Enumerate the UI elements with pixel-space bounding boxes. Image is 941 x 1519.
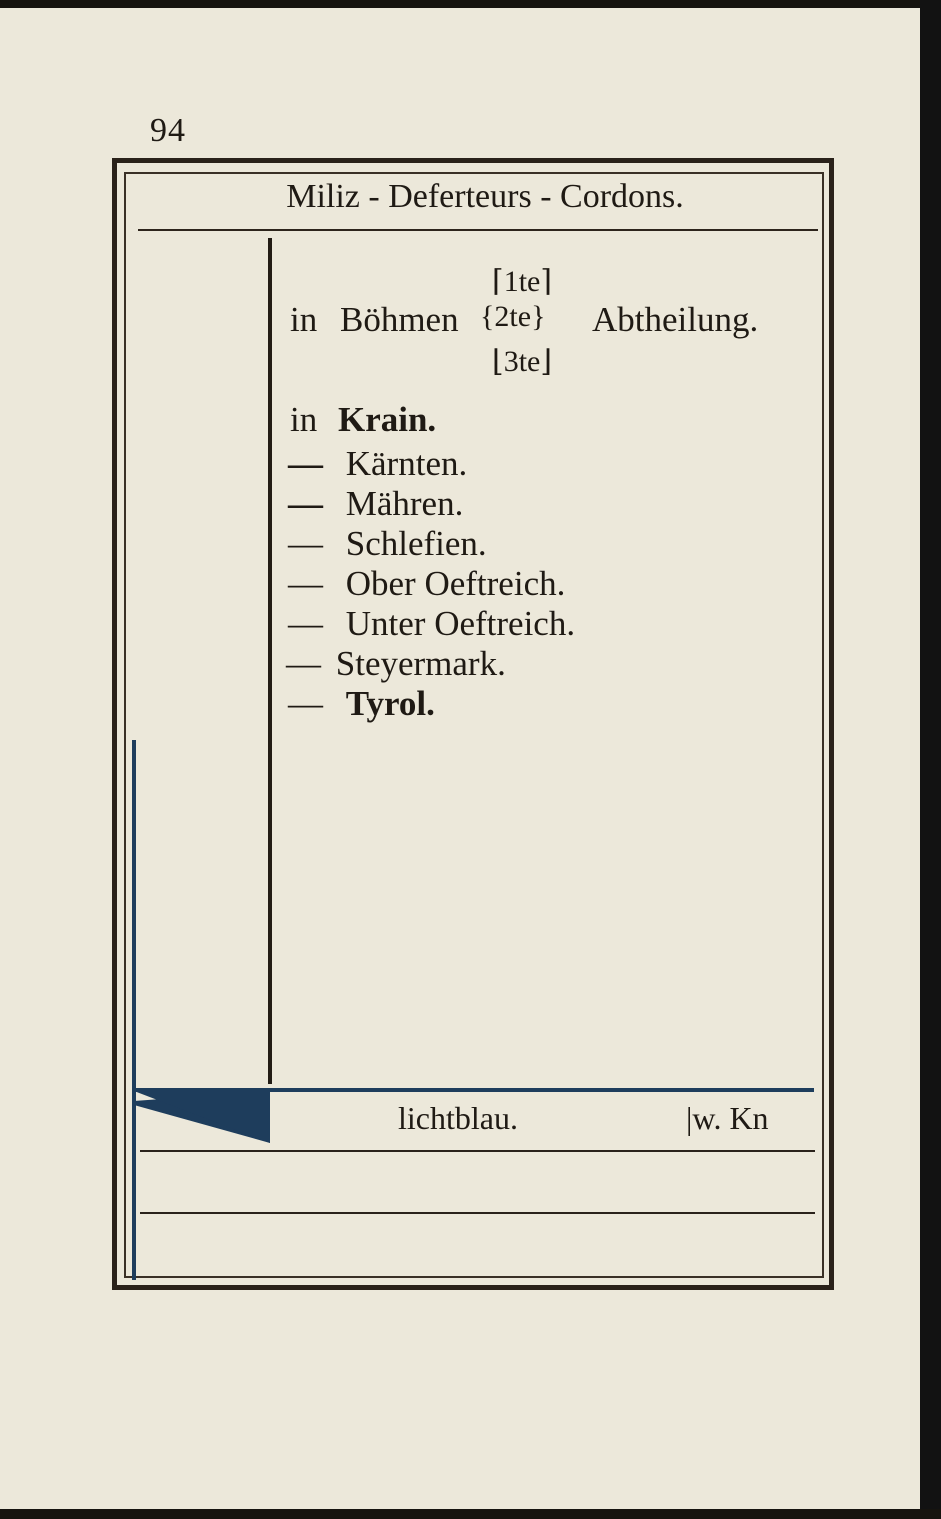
- region-dash: —: [288, 564, 323, 603]
- row-divider: [140, 1150, 815, 1152]
- region-item: [290, 400, 436, 440]
- color-swatch: [134, 1091, 270, 1143]
- region-dash: in: [290, 400, 318, 439]
- region-item: [288, 684, 435, 724]
- region-item: [288, 604, 575, 644]
- region-dash: —: [288, 444, 323, 483]
- bohmen-prefix: in: [290, 300, 318, 339]
- region-dash: —: [288, 604, 323, 643]
- buttons-text: [686, 1100, 769, 1137]
- buttons-divider: |: [686, 1100, 693, 1136]
- page-number: 94: [150, 112, 186, 149]
- region-name: Schlefien.: [345, 524, 487, 563]
- region-dash: —: [288, 484, 323, 523]
- region-name: Kärnten.: [345, 444, 468, 483]
- region-item: [288, 564, 565, 604]
- column-divider: [268, 238, 272, 1084]
- region-item: [288, 484, 463, 524]
- region-name: Steyermark.: [335, 644, 506, 683]
- region-name: Krain.: [337, 400, 437, 439]
- table-title: Miliz - Deferteurs - Cordons.: [286, 178, 684, 215]
- region-name: Tyrol.: [345, 684, 435, 723]
- title-divider: [138, 229, 818, 231]
- color-name: lichtblau.: [398, 1100, 518, 1136]
- region-name: Unter Oeftreich.: [345, 604, 576, 643]
- bohmen-suffix: Abtheilung.: [592, 300, 759, 339]
- region-dash: —: [286, 644, 321, 683]
- bohmen-name: Böhmen: [339, 300, 459, 339]
- row-divider: [140, 1212, 815, 1214]
- bohmen-division-2: {2te}: [480, 300, 546, 333]
- region-dash: —: [288, 684, 323, 723]
- bohmen-division-1: ⌈1te⌉: [492, 265, 553, 298]
- scan-edge-right: [920, 0, 941, 1519]
- region-item: [286, 644, 506, 684]
- scan-edge-top: [0, 0, 941, 8]
- region-dash: —: [288, 524, 323, 563]
- region-item: [288, 444, 467, 484]
- blue-side-stripe: [132, 740, 136, 1280]
- bohmen-division-3: ⌊3te⌋: [492, 345, 553, 378]
- region-name: Mähren.: [345, 484, 464, 523]
- region-name: Ober Oeftreich.: [345, 564, 566, 603]
- scan-edge-bottom: [0, 1509, 941, 1519]
- region-item: [288, 524, 487, 564]
- bohmen-entry: [290, 300, 459, 340]
- buttons-value: w. Kn: [692, 1100, 769, 1136]
